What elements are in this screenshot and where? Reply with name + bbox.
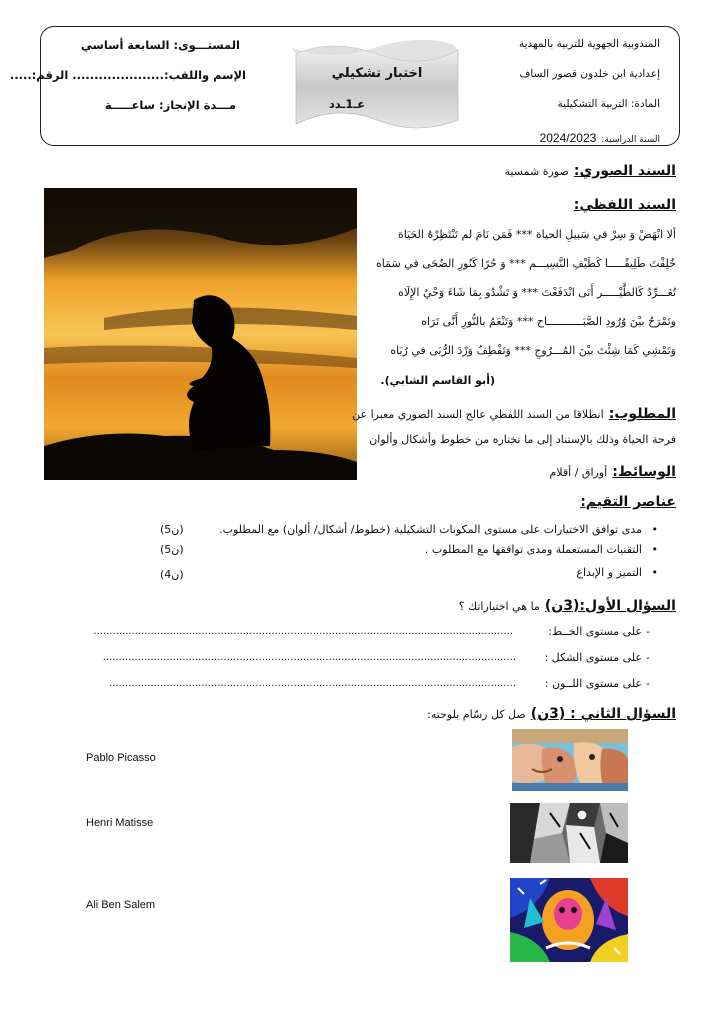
school-year-value: 2024/2023 [539,131,597,145]
poem-author: (أبو القاسم الشابي). [380,374,495,387]
visual-source [505,160,676,179]
q1-text: ما هي اختياراتك ؟ [458,600,540,613]
grading-item-2: • التقنيات المستعملة ومدى توافقها مع المطلوب . [425,543,642,556]
artist-picasso: Pablo Picasso [86,752,156,764]
verse-5: وَتَمْشِي كَمَا شِئْتَ بيْنَ المُـــرُوجِ *** وَتَقْطِفُ وَرْدَ الرُّبَى في رُبَاه [390,344,676,357]
directorate: المندوبية الجهوية للتربية بالمهدية [518,38,660,50]
visual-source-value: صورة شمسية [504,165,569,178]
school-year-label: السنة الدراسية: [601,135,660,145]
q1-line-label-1: على مستوى الخــط: [548,625,642,638]
grading-points-1: (5ن) [160,523,184,536]
task-label: المطلوب: [608,406,676,422]
q2-label: السؤال الثاني : (3ن) [530,706,676,722]
q2-text: صل كل رسّام بلوحته: [427,708,526,721]
grading-points-3: (4ن) [160,568,184,581]
artist-ben-salem: Ali Ben Salem [86,899,156,911]
name-field[interactable]: الإسم واللقب:..................... الرقم:..... [9,68,246,82]
grading-points-2: (5ن) [160,543,184,556]
silhouette-photo [44,188,357,480]
task [352,403,676,422]
q1-dash-1: - [646,625,650,638]
painting-cubist[interactable] [510,803,628,863]
exam-title: اختبار تشكيلي [331,66,423,81]
artist-matisse: Henri Matisse [86,817,154,829]
q1-answer-line-2[interactable]: .................................................................................................................................. [102,652,516,663]
painting-figures[interactable] [512,729,628,791]
grading-label: عناصر التقيم: [580,494,676,510]
materials [550,461,676,480]
duration: مـــدة الإنجاز: ساعـــــة [104,98,236,112]
question-1 [459,595,676,614]
visual-source-label: السند الصوري: [573,163,676,179]
task-line1: انطلاقا من السند اللفظي عالج السند الصوري معبرا عن [352,408,604,421]
verse-1: ألا انْهَضْ وَ سِرْ في سَبيلِ الحياة *** فَمَن نَامَ لم تَنْتَظِرْهُ الحَيَاة [398,228,676,241]
subject: المادة: التربية التشكيلية [557,98,660,110]
materials-value: أوراق / أقلام [549,466,608,479]
q1-dash-3: - [646,677,650,690]
exam-number: عـ1ـدد [328,97,366,111]
q1-answer-line-3[interactable]: ................................................................................................................................ [109,678,516,689]
verse-2: خُلِقْتَ طَلِيقًـــــا كَطَيْفِ النَّسِيـــم *** وَ حُرًا كَنُورِ الضُحَى في سَمَاه [376,257,676,270]
school-name: إعدادية ابن خلدون قصور الساف [519,68,660,80]
grading-item-3: • التميز و الإبداع [576,566,642,579]
q1-line-label-2: على مستوى الشكل : [544,651,642,664]
verbal-source-label: السند اللفظي: [573,197,676,213]
verse-3: تُغَـــرِّدُ كَالطَّيْـــــر أَنَى انْدَفَعْتَ *** وَ تَشْدُو بِمَا شَاءَ وَحْيُ الإِلَاه [398,286,676,299]
school-year [540,127,660,146]
q1-line-label-3: على مستوى اللــون : [544,677,642,690]
q1-label: السؤال الأول:(3ن) [544,598,676,614]
question-2 [427,703,676,722]
q1-answer-line-1[interactable]: .................................................................................................................................... [93,626,513,637]
q1-dash-2: - [646,651,650,664]
banner-shape [292,36,462,136]
grading-item-1: • مدى توافق الاختيارات على مستوى المكونات التشكيلية (خطوط/ أشكال/ ألوان) مع المطلوب. [219,523,642,536]
materials-label: الوسائط: [612,464,676,480]
level: المستـــوى: السابعة أساسي [80,38,240,52]
task-line2: فرحة الحياة وذلك بالإستناد إلى ما تختاره من خطوط وأشكال وألوان [369,433,676,446]
painting-colorful[interactable] [510,878,628,962]
verse-4: وتَمْرَحُ بيْنَ وُرُودِ الصَّبَـــــــــــاح *** وَتَنْعَمُ بالنُّورِ أَنَّى تَرَاه [421,315,676,328]
